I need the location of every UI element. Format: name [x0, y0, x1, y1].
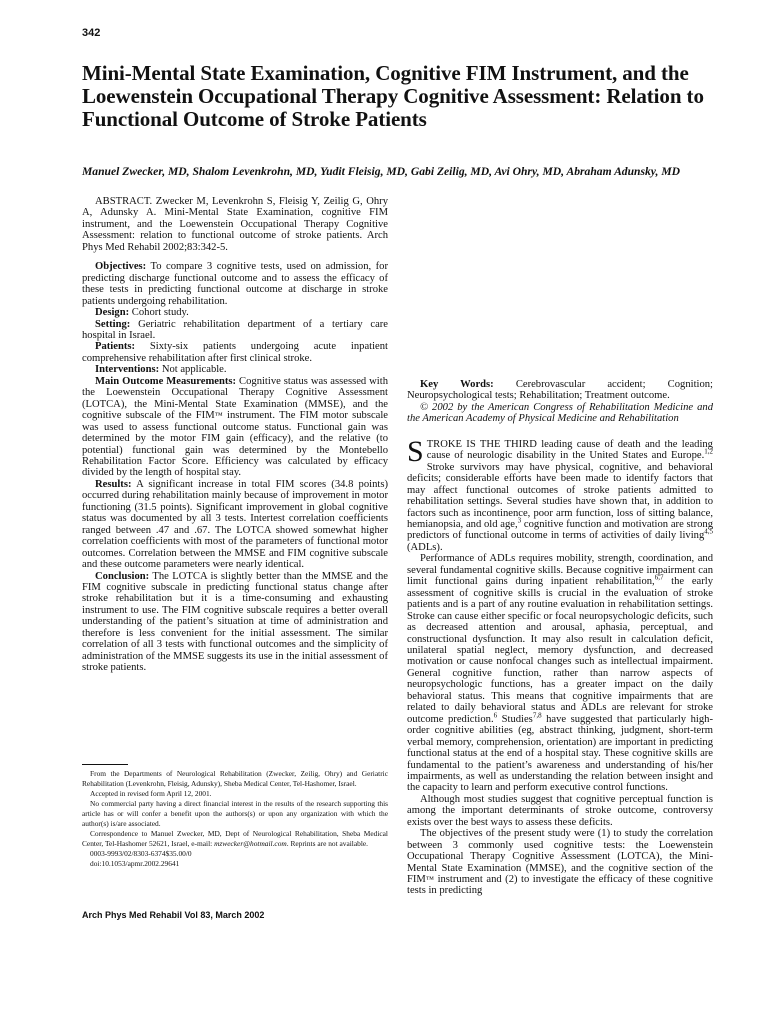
adl-text-c: Studies [501, 713, 533, 725]
intro-paragraph [407, 434, 714, 554]
ref-4-5: 4,5 [704, 527, 713, 536]
abstract-conclusion [82, 571, 388, 674]
interventions-label: Interventions: [95, 364, 160, 376]
footnote-affiliation: From the Departments of Neurological Rehabilitation (Zwecker, Zeilig, Ohry) and Geriatric Rehabilitation (Levenkrohn, Fleisig, Adunsky), Sheba Medical Center, Tel-Hashomer, Israel. [82, 769, 388, 788]
footnote-doi: doi:10.1053/apmr.2002.29641 [90, 859, 180, 868]
abstract-interventions [82, 364, 388, 375]
ref-1-2: 1,2 [704, 447, 713, 456]
correspondence-reprints: . Reprints are not available. [286, 839, 369, 848]
abstract-patients [82, 341, 388, 364]
objectives-text-b: instrument and (2) to investigate the efficacy of these cognitive tests in predicting [407, 874, 713, 897]
abstract-results [82, 479, 388, 571]
trademark-symbol-body: ™ [425, 875, 435, 885]
footnote-correspondence [82, 829, 388, 849]
keywords-text: Cerebrovascular accident; Cognition; Neuropsychological tests; Rehabilitation; Treatment outcome. [407, 379, 713, 402]
abstract-citation: ABSTRACT. Zwecker M, Levenkrohn S, Fleisig Y, Zeilig G, Ohry A, Adunsky A. Mini-Mental State Examination, cognitive FIM instrument, and the Loewenstein Occupational Therapy Cognitive Assessment: relation to functional outcome of stroke patients. Arch Phys Med Rehabil 2002;83:342-5. [82, 196, 388, 253]
patients-text: Sixty-six patients undergoing acute inpatient comprehensive rehabilitation after first clinical stroke. [82, 341, 388, 364]
patients-label: Patients: [95, 341, 136, 353]
objectives-paragraph [407, 828, 713, 897]
adl-text-a: Performance of ADLs requires mobility, strength, coordination, and several fundamental cognitive skills. Because cognitive impairment can limit functional gains during inpatient rehabilitation, [407, 553, 713, 588]
conclusion-text: The LOTCA is slightly better than the MMSE and the FIM cognitive subscale in predicting functional status change after stroke rehabilitation but it is a time-consuming and exhausting instrument to use. The FIM cognitive subscale requires a better overall understanding of the patient’s situation at time of administration and therefore is less convenient for the initial assessment. The similar correlation of all 3 tests with functional outcomes and the simplicity of administration of the MMSE suggests its use in the initial assessment of stroke patients. [82, 570, 388, 674]
footnote-rule [82, 764, 128, 765]
measures-label: Main Outcome Measurements: [95, 375, 237, 387]
intro-text-d: (ADLs). [407, 541, 443, 553]
intro-text-b: Stroke survivors may have physical, cognitive, and behavioral deficits; considerable efforts have been made to identify factors that may affect functional outcomes of stroke patients admitted to rehabilitation settings. Several studies have shown that, in addition to factors such as incontinence, poor arm function, loss of sitting balance, hemianopsia, and old age, [407, 461, 713, 530]
footnote-accepted: Accepted in revised form April 12, 2001. [90, 789, 212, 798]
ref-6: 6 [493, 711, 498, 720]
measures-text-b: instrument. The FIM motor subscale was used to assess functional outcome status. Functional gain was determined by the motor FIM gain (efficacy), and the relative (to potential) functional gain was determined by the Montebello Rehabilitation Factor Score. Efficiency was calculated by efficacy divided by the length of hospital stay. [82, 410, 389, 479]
objectives-text-a: The objectives of the present study were (1) to study the correlation between 3 commonly used cognitive tests: the Loewenstein Occupational Therapy Cognitive Assessment (LOTCA), the Mini-Mental State Examination (MMSE), and the cognitive section of the FIM [407, 828, 713, 886]
results-text: A significant increase in total FIM scores (34.8 points) occurred during rehabilitation mainly because of improvement in motor functioning (31.5 points). Significant improvement in global cognitive status was documented by all 3 tests. Intertest correlation coefficients ranged between .47 and .67. The LOTCA showed somewhat higher correlation coefficients with most of the parameters of functional motor outcomes. Correlation between the MMSE and FIM cognitive subscale and these outcome parameters were nearly identical. [82, 478, 388, 571]
author-list: Manuel Zwecker, MD, Shalom Levenkrohn, MD, Yudit Fleisig, MD, Gabi Zeilig, MD, Avi Ohry, MD, Abraham Adunsky, MD [82, 165, 680, 178]
setting-label: Setting: [95, 318, 131, 330]
correspondence-email[interactable]: mzwecker@hotmail.com [214, 839, 287, 848]
adl-text-d: have suggested that particularly high-order cognitive abilities (eg, abstract thinking, judgment, short-term verbal memory, comprehension, orientation) are important in predicting functional status at the end of a hospital stay. These cognitive skills are fundamental to the patient’s awareness and understanding of his/her impairments, as well as understanding the relation between insight and the capacity to learn and perform executive control functions. [407, 713, 713, 794]
right-column [407, 196, 713, 897]
abstract-objectives [82, 261, 388, 307]
measures-text-a: Cognitive status was assessed with the Loewenstein Occupational Therapy Cognitive Assessment (LOTCA), the Mini-Mental State Examination (MMSE), and the cognitive subscale of the FIM [82, 375, 388, 422]
results-label: Results: [95, 478, 132, 490]
objectives-text: To compare 3 cognitive tests, used on admission, for predicting discharge functional outcome and to assess the efficacy of these tests in predicting functional outcome at discharge in stroke patients undergoing rehabilitation. [82, 261, 388, 307]
abstract-design [82, 307, 388, 318]
drop-cap: S [407, 434, 424, 468]
page-number: 342 [82, 27, 101, 39]
article-title: Mini-Mental State Examination, Cognitive FIM Instrument, and the Loewenstein Occupational Therapy Cognitive Assessment: Relation to Functional Outcome of Stroke Patients [82, 61, 704, 131]
intro-text-c: cognitive function and motivation are strong predictors of functional outcome in terms of activities of daily living [407, 518, 714, 542]
abstract-measures [82, 376, 388, 479]
objectives-label: Objectives: [95, 261, 147, 273]
trademark-symbol: ™ [214, 411, 223, 421]
design-text: Cohort study. [131, 307, 189, 319]
ref-3: 3 [517, 516, 522, 525]
abstract-setting [82, 319, 388, 342]
keywords-label: Key Words: [420, 379, 494, 390]
adl-paragraph [407, 553, 713, 794]
footnote-code: 0003-9993/02/8303-6374$35.00/0 [90, 849, 192, 858]
interventions-text: Not applicable. [161, 364, 227, 376]
footnote-conflict: No commercial party having a direct financial interest in the results of the research supporting this article has or will confer a benefit upon the authors(s) or upon any organization with which the author(s) is/are associated. [82, 799, 388, 828]
setting-text: Geriatric rehabilitation department of a tertiary care hospital in Israel. [82, 318, 388, 341]
journal-footer: Arch Phys Med Rehabil Vol 83, March 2002 [82, 910, 265, 920]
ref-7-8: 7,8 [532, 711, 542, 720]
adl-text-b: the early assessment of cognitive skills is crucial in the evaluation of stroke patients and is a part of any routine evaluation in rehabilitation settings. Stroke can cause either specific or focal neuropsychologic deficits, such as decreased attention and arousal, aphasia, perceptual, and constructional dysfunction. It may also result in calculation deficit, unilateral spatial neglect, memory dysfunction, and decreased motivation or cause nonfocal changes such as intellectual impairment. General cognitive function, rather than narrow aspects of neuropsychologic functions, has a greater impact on the daily behavioral status. This means that cognitive impairments that are related to daily behavioral status and ADLs are relevant for stroke outcome prediction. [407, 576, 713, 725]
abstract-keywords [407, 379, 713, 402]
controversy-paragraph: Although most studies suggest that cognitive perceptual function is among the important determinants of stroke outcome, controversy exists over the best ways to assess these deficits. [407, 793, 713, 828]
abstract-copyright: © 2002 by the American Congress of Rehabilitation Medicine and the American Academy of Physical Medicine and Rehabilitation [407, 401, 713, 425]
footnotes [82, 764, 388, 869]
intro-lead-in: TROKE IS THE THIRD [426, 438, 537, 450]
design-label: Design: [95, 307, 130, 319]
ref-6-7: 6,7 [654, 573, 664, 582]
left-column [82, 196, 388, 674]
intro-text-a: leading cause of death and the leading cause of neurologic disability in the United States and Europe. [426, 438, 713, 462]
conclusion-label: Conclusion: [95, 570, 150, 582]
correspondence-text: Correspondence to Manuel Zwecker, MD, Dept of Neurological Rehabilitation, Sheba Medical Center, Tel-Hashomer 52621, Israel, e-mail: [82, 829, 388, 848]
